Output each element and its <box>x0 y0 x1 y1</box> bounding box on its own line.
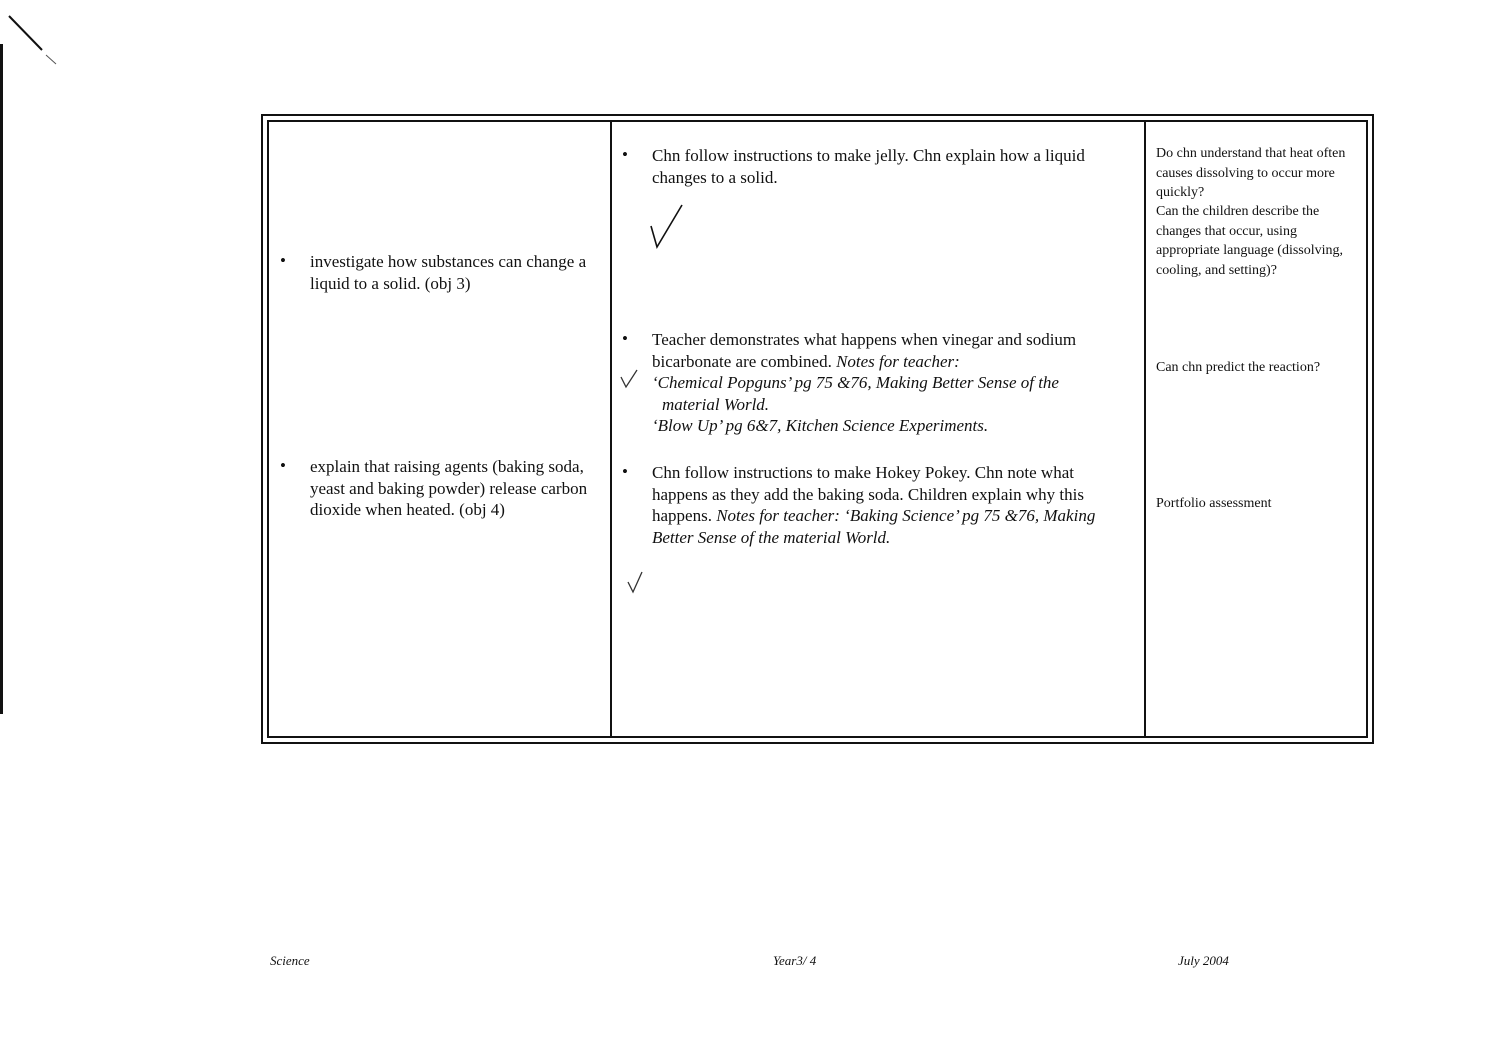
activity-item <box>622 462 1132 548</box>
assessment-question: Can chn predict the reaction? <box>1156 360 1321 375</box>
activity-body <box>652 462 1132 548</box>
reference-line: material World. <box>662 394 770 414</box>
activity-text: Chn follow instructions to make jelly. Chn explain how a liquid changes to a solid. <box>652 146 1085 187</box>
activities-column <box>612 122 1144 736</box>
bullet: • <box>280 456 286 475</box>
lesson-plan-table <box>261 114 1374 744</box>
activity-text: Chn follow instructions to make Hokey Pokey. Chn note what happens as they add the baking soda. Children explain why this happens. <box>652 463 1084 525</box>
reference-line: ‘Chemical Popguns’ pg 75 &76, Making Better Sense of the <box>652 373 1059 392</box>
footer-date: July 2004 <box>1178 953 1229 968</box>
objective-text: investigate how substances can change a liquid to a solid. (obj 3) <box>310 252 587 293</box>
assessment-column <box>1146 122 1366 736</box>
assessment-question: Can the children describe the changes that occur, using appropriate language (dissolving, cooling, and setting)? <box>1156 204 1344 278</box>
assessment-question: Do chn understand that heat often causes dissolving to occur more quickly? <box>1156 146 1346 200</box>
check-mark-icon <box>626 570 650 596</box>
activity-item <box>622 329 1132 437</box>
objective-item <box>280 456 600 521</box>
objectives-column <box>269 122 610 736</box>
activity-item <box>622 145 1132 188</box>
scan-mark-left-edge <box>0 44 3 714</box>
bullet: • <box>622 329 628 348</box>
objective-text: explain that raising agents (baking soda, yeast and baking powder) release carbon dioxide when heated. (obj 4) <box>310 457 588 519</box>
check-mark-icon <box>619 368 649 392</box>
objective-item <box>280 251 600 294</box>
reference-line: ‘Blow Up’ pg 6&7, Kitchen Science Experiments. <box>652 416 989 435</box>
notes-label: Notes for teacher: <box>836 351 960 371</box>
activity-body <box>652 329 1132 437</box>
bullet: • <box>622 145 628 164</box>
table-inner-border <box>267 120 1368 738</box>
teacher-notes: Notes for teacher: ‘Baking Science’ pg 75 &76, Making Better Sense of the material World. <box>652 506 1096 547</box>
scan-mark-diagonal <box>0 0 70 70</box>
footer-subject: Science <box>270 953 310 968</box>
assessment-note: Portfolio assessment <box>1156 496 1272 511</box>
check-mark-icon <box>648 202 688 252</box>
activity-text: Teacher demonstrates what happens when vinegar and sodium bicarbonate are combined. <box>652 330 1077 371</box>
bullet: • <box>280 251 286 270</box>
bullet: • <box>622 462 628 481</box>
footer-year: Year3/ 4 <box>773 953 817 968</box>
